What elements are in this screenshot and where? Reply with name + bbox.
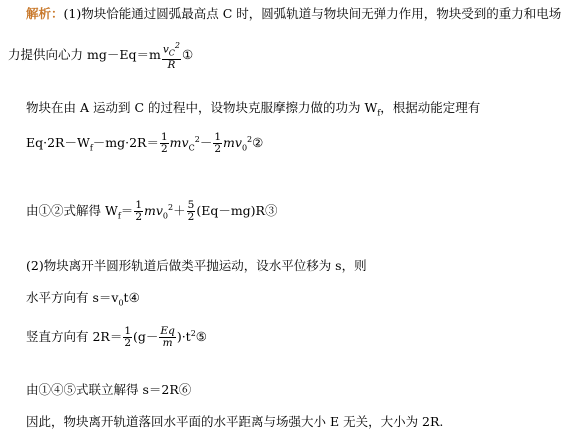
fraction-vc2-over-R: $\frac{v_C^2}{R}$: [162, 41, 180, 71]
text-line-2: 力提供向心力 mg－Eq＝m: [8, 46, 161, 62]
eq1-mark: ①: [181, 46, 194, 62]
line-9: [26, 382, 191, 398]
fraction-half-b: $\frac{1}{2}$: [214, 131, 222, 156]
line-2: [8, 40, 193, 71]
fraction-half-a: $\frac{1}{2}$: [160, 131, 168, 156]
line-7: 水平方向有 $s=v_0t④$: [26, 290, 140, 308]
fraction-half-d: $\frac{1}{2}$: [124, 325, 132, 350]
text-line-8: 竖直方向有 2R＝: [26, 329, 123, 345]
fraction-five-half: $\frac{5}{2}$: [187, 199, 195, 224]
line-3: 物块在由 A 运动到 C 的过程中，设物块克服摩擦力做的功为 $W_f$，根据动能定理有: [26, 100, 481, 118]
line-6: [26, 258, 367, 274]
text-line-4: Eq·2R－W: [26, 135, 90, 151]
text-line-1: (1)物块恰能通过圆弧最高点 C 时，圆弧轨道与物块间无弹力作用，物块受到的重力和电场: [63, 6, 562, 21]
text-line-9: 由①④⑤式联立解得 s＝2R⑥: [26, 382, 192, 397]
text-line-3: 物块在由 A 运动到 C 的过程中，设物块克服摩擦力做的功为 W: [26, 100, 378, 115]
line-4: $Eq\cdot 2R-W_f-mg\cdot 2R=$ $\frac{1}{2}$ $mv_C^2-$ $\frac{1}{2}$ $mv_0^2②$: [26, 131, 264, 156]
fraction-half-c: $\frac{1}{2}$: [135, 199, 142, 224]
line-8: 竖直方向有 2R＝ $\frac{1}{2}$ (g－ $\frac{Eq}{m}$ )$\cdot t^2⑤$: [26, 325, 207, 350]
line-10: [26, 414, 443, 430]
text-line-10: 因此，物块离开轨道落回水平面的水平距离与场强大小 E 无关，大小为 2R.: [26, 414, 444, 429]
fraction-Eq-over-m: $\frac{Eq}{m}$: [160, 325, 175, 350]
text-line-7: 水平方向有 s＝v: [26, 290, 119, 305]
solution-label: 解析：: [26, 6, 64, 21]
text-line-6: (2)物块离开半圆形轨道后做类平抛运动，设水平位移为 s，则: [26, 258, 367, 273]
line-1: [26, 6, 561, 22]
line-5: 由①②式解得 $W_f=$ $\frac{1}{2}$ $mv_0^2+$ $\frac{5}{2}$ (Eq－mg)R③: [26, 199, 278, 224]
text-line-5: 由①②式解得 W: [26, 203, 118, 219]
